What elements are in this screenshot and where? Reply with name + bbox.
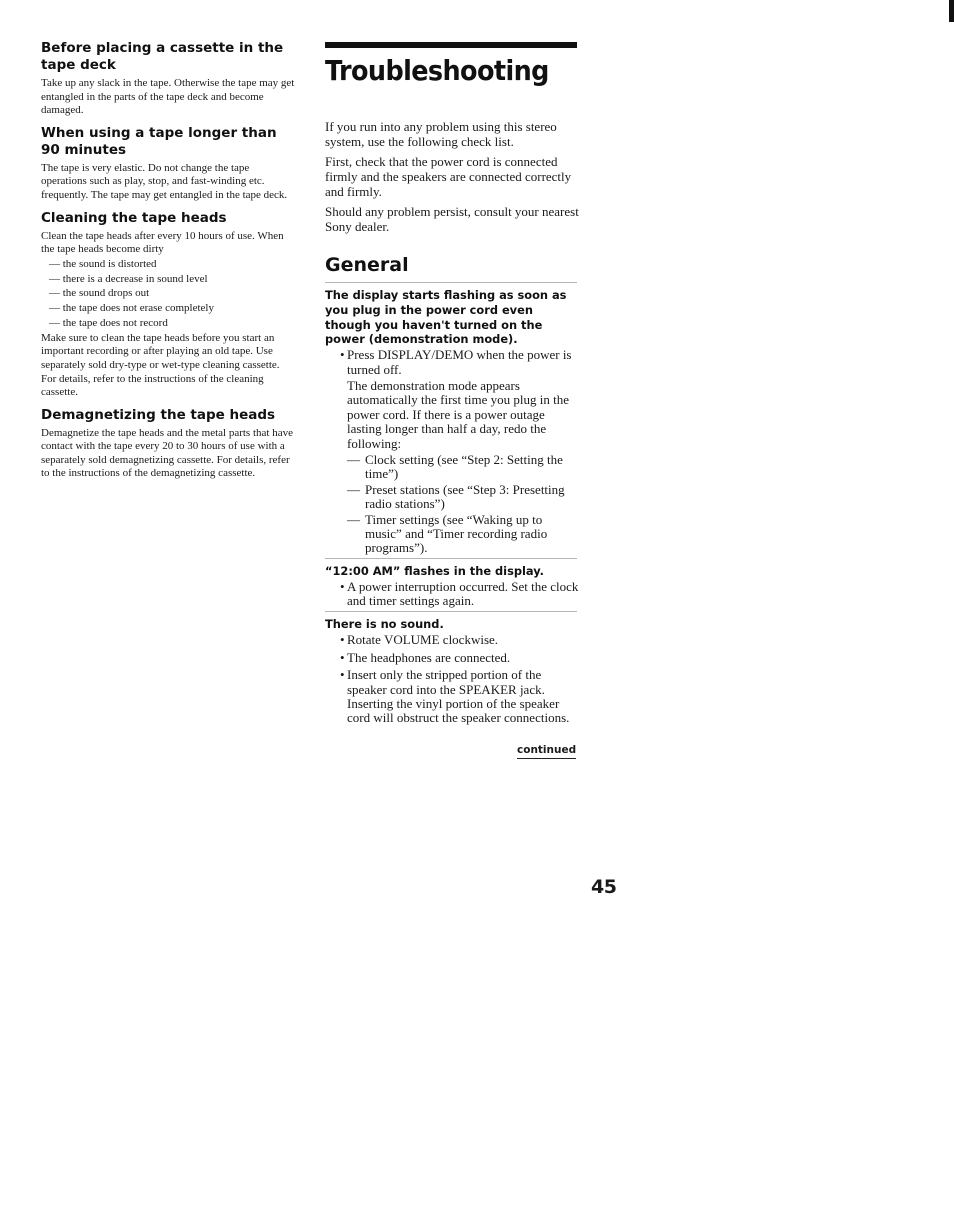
list-item: — the tape does not record [49, 316, 297, 331]
solution-item [325, 580, 579, 609]
page-number: 45 [591, 876, 617, 898]
text-cleaning-outro: Make sure to clean the tape heads before you start an important recording or after playing an old tape. Use separately sold dry-type or wet-type cleaning cassette. For details, refer to the instructions of the cleaning cassette. [41, 331, 280, 399]
redo-text: Preset stations (see “Step 3: Presetting radio stations”) [365, 481, 565, 512]
redo-item [325, 453, 579, 482]
heading-demagnetizing: Demagnetizing the tape heads [41, 406, 276, 423]
bullet-icon: • [340, 347, 345, 363]
solution-text: Rotate VOLUME clockwise. [347, 632, 499, 648]
redo-item [325, 513, 579, 556]
problem-rule [325, 558, 577, 559]
problem-heading-clock-flashing: “12:00 AM” flashes in the display. [325, 563, 544, 578]
text-before-placing-cassette: Take up any slack in the tape. Otherwise the tape may get entangled in the parts of the tape deck and become damaged. [41, 77, 295, 117]
intro-paragraph: If you run into any problem using this stereo system, use the following check list. [325, 119, 557, 149]
dash-icon: — [347, 452, 360, 468]
solution-item [325, 668, 579, 726]
solution-item [325, 348, 579, 377]
demo-mode-note: The demonstration mode appears automatically the first time you plug in the power cord. If there is a power outage lasting longer than half a day, redo the following: [347, 378, 570, 451]
bullet-icon: • [340, 632, 345, 648]
section-title-general: General [325, 254, 409, 276]
problem-heading-demo-mode: The display starts flashing as soon as you plug in the power cord even though you haven't turned on the power (demonstration mode). [325, 288, 567, 347]
page-edge-marker [949, 0, 954, 22]
problem-heading-no-sound: There is no sound. [325, 617, 444, 632]
solution-text: Insert only the stripped portion of the speaker cord into the SPEAKER jack. Inserting the vinyl portion of the speaker cord will obstruct the speaker connections. [347, 667, 570, 726]
right-column [325, 42, 579, 726]
bullet-icon: • [340, 649, 345, 665]
solution-text: Press DISPLAY/DEMO when the power is turned off. [347, 347, 572, 377]
list-item: — the sound drops out [49, 286, 297, 301]
solution-item [325, 651, 579, 665]
heading-cleaning-tape-heads: Cleaning the tape heads [41, 209, 227, 226]
heading-before-placing-cassette: Before placing a cassette in the tape deck [41, 40, 284, 73]
text-tape-longer-90: The tape is very elastic. Do not change the tape operations such as play, stop, and fast-winding etc. frequently. The tape may get entangled in the tape deck. [41, 161, 288, 201]
list-item: — there is a decrease in sound level [49, 272, 297, 287]
continued-label: continued [517, 744, 576, 759]
cleaning-symptom-list [41, 257, 297, 331]
left-column [41, 40, 297, 485]
text-demagnetizing: Demagnetize the tape heads and the metal parts that have contact with the tape every 20 to 30 hours of use with a separately sold demagnetizing cassette. For details, refer to the instructions of the demagnetizing cassette. [41, 426, 293, 480]
bullet-icon: • [340, 578, 345, 594]
solution-text: A power interruption occurred. Set the clock and timer settings again. [347, 578, 579, 609]
intro-block [325, 119, 579, 234]
intro-paragraph: Should any problem persist, consult your nearest Sony dealer. [325, 204, 579, 234]
redo-item [325, 483, 579, 512]
title-rule [325, 42, 577, 48]
intro-paragraph: First, check that the power cord is connected firmly and the speakers are connected correctly and firmly. [325, 154, 572, 199]
redo-text: Timer settings (see “Waking up to music” and “Timer recording radio programs”). [365, 511, 548, 556]
section-rule [325, 282, 577, 283]
page-title: Troubleshooting [325, 55, 549, 88]
list-item: — the tape does not erase completely [49, 301, 297, 316]
solution-item [325, 633, 579, 647]
solution-text: The headphones are connected. [347, 649, 511, 665]
bullet-icon: • [340, 667, 345, 683]
text-cleaning-intro: Clean the tape heads after every 10 hours of use. When the tape heads become dirty [41, 229, 284, 256]
redo-text: Clock setting (see “Step 2: Setting the time”) [365, 452, 563, 482]
dash-icon: — [347, 481, 360, 497]
list-item: — the sound is distorted [49, 257, 297, 272]
problem-rule [325, 611, 577, 612]
heading-tape-longer-90: When using a tape longer than 90 minutes [41, 124, 277, 158]
dash-icon: — [347, 511, 360, 527]
